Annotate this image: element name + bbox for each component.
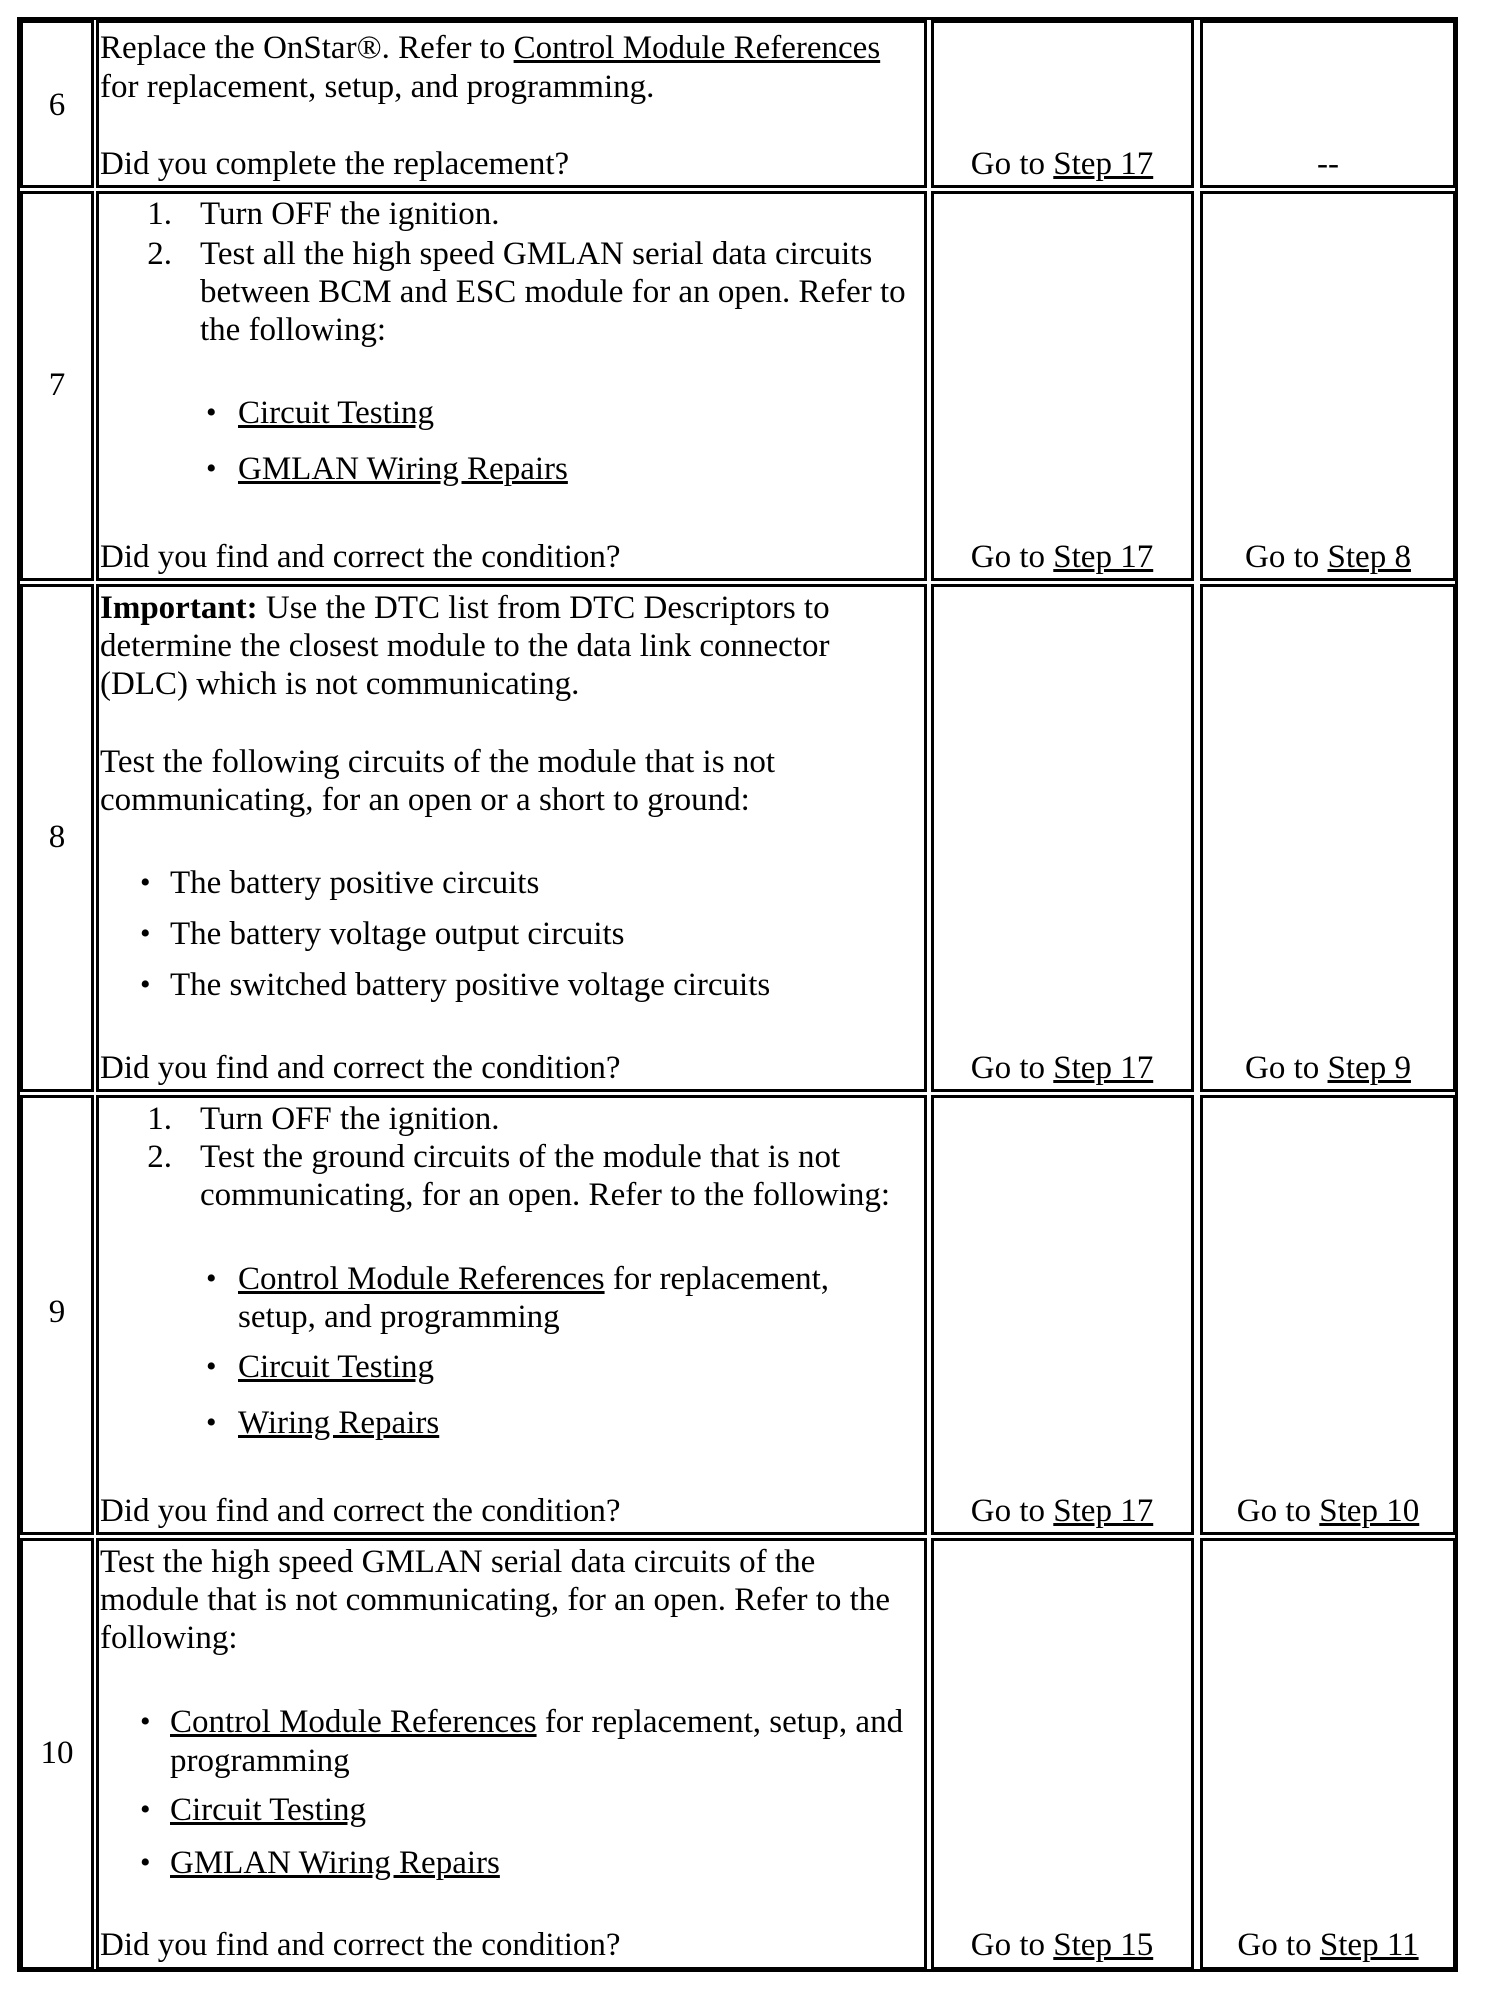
list-item: communicating, for an open. Refer to the following: [200,1177,891,1213]
goto-label: Go to [970,1927,1054,1963]
step-link[interactable]: Step 15 [1053,1927,1154,1963]
action-text: (DLC) which is not communicating. [100,666,580,702]
bullet-item: The switched battery positive voltage circuits [170,967,771,1003]
no-cell [1200,191,1456,581]
step-number: 8 [48,819,66,855]
bullet-icon: • [206,1262,217,1295]
control-module-references-link[interactable]: Control Module References [170,1704,537,1740]
bullet-icon: • [206,1406,217,1439]
list-number: 2. [147,1139,172,1175]
goto-label: Go to [970,539,1054,575]
yes-cell [931,584,1194,1092]
goto-label: Go to [1237,1927,1320,1963]
yes-action [971,1049,1153,1087]
bullet-icon: • [140,1705,151,1738]
step-link[interactable]: Step 17 [1053,1050,1154,1086]
list-number: 2. [147,236,172,272]
yes-cell [931,1538,1194,1970]
step-number: 6 [48,87,66,123]
bullet-item: The battery voltage output circuits [170,916,625,952]
step-link[interactable]: Step 17 [1053,146,1154,182]
bullet-icon: • [140,968,151,1001]
step-number: 10 [40,1735,74,1771]
list-number: 1. [147,196,172,232]
yes-action [971,1492,1153,1530]
goto-label: Go to [1245,539,1328,575]
gmlan-wiring-repairs-link[interactable]: GMLAN Wiring Repairs [170,1845,500,1881]
bullet-icon: • [140,917,151,950]
bullet-item: setup, and programming [238,1299,560,1335]
no-cell [1200,1095,1456,1535]
text: for replacement, setup, and [536,1704,904,1740]
question-text: Did you complete the replacement? [100,146,570,182]
wiring-repairs-link[interactable]: Wiring Repairs [238,1405,440,1441]
yes-cell [931,191,1194,581]
circuit-testing-link[interactable]: Circuit Testing [238,395,434,431]
bullet-item [170,1703,903,1741]
text: Use the DTC list from DTC Descriptors to [257,590,830,626]
bullet-icon: • [206,396,217,429]
action-text: determine the closest module to the data link connector [100,628,830,664]
important-label: Important: [100,590,258,626]
list-number: 1. [147,1101,172,1137]
question-text: Did you find and correct the condition? [100,1927,621,1963]
action-text: Test the high speed GMLAN serial data circuits of the [100,1544,816,1580]
no-action [1245,1049,1411,1087]
control-module-references-link[interactable]: Control Module References [513,30,881,66]
list-item: Turn OFF the ignition. [200,196,500,232]
question-text: Did you find and correct the condition? [100,1493,621,1529]
no-cell [1200,1538,1456,1970]
list-item: Turn OFF the ignition. [200,1101,500,1137]
bullet-item: The battery positive circuits [170,865,540,901]
no-action [1245,538,1411,576]
yes-cell [931,1095,1194,1535]
bullet-icon: • [206,1350,217,1383]
question-text: Did you find and correct the condition? [100,539,621,575]
goto-label: Go to [970,1493,1054,1529]
step-number: 9 [48,1294,66,1330]
bullet-item: programming [170,1743,350,1779]
step-link[interactable]: Step 10 [1319,1493,1420,1529]
goto-label: Go to [970,1050,1054,1086]
step-link[interactable]: Step 11 [1319,1927,1419,1963]
bullet-icon: • [140,866,151,899]
no-action [1237,1492,1419,1530]
action-text: module that is not communicating, for an open. Refer to the [100,1582,890,1618]
important-note [100,589,830,627]
action-text: communicating, for an open or a short to ground: [100,782,750,818]
list-item: Test the ground circuits of the module that is not [200,1139,841,1175]
bullet-icon: • [140,1793,151,1826]
no-action [1237,1926,1418,1964]
bullet-icon: • [206,452,217,485]
yes-action [971,1926,1153,1964]
action-text: following: [100,1620,238,1656]
step-number: 7 [48,367,66,403]
list-item: Test all the high speed GMLAN serial data circuits [200,236,873,272]
step-link[interactable]: Step 9 [1327,1050,1411,1086]
circuit-testing-link[interactable]: Circuit Testing [238,1349,434,1385]
yes-action [971,145,1153,183]
text: for replacement, [604,1261,830,1297]
bullet-item [238,1260,829,1298]
step-link[interactable]: Step 8 [1327,539,1411,575]
text: Replace the OnStar®. Refer to [100,30,514,66]
gmlan-wiring-repairs-link[interactable]: GMLAN Wiring Repairs [238,451,568,487]
action-text [100,29,880,67]
circuit-testing-link[interactable]: Circuit Testing [170,1792,366,1828]
step-link[interactable]: Step 17 [1053,1493,1154,1529]
action-text: for replacement, setup, and programming. [100,69,655,105]
no-cell [1200,584,1456,1092]
goto-label: Go to [970,146,1054,182]
list-item: between BCM and ESC module for an open. Refer to [200,274,906,310]
yes-action [971,538,1153,576]
goto-label: Go to [1236,1493,1320,1529]
list-item: the following: [200,312,387,348]
control-module-references-link[interactable]: Control Module References [238,1261,605,1297]
goto-label: Go to [1245,1050,1328,1086]
no-action: -- [1317,146,1339,182]
bullet-icon: • [140,1846,151,1879]
question-text: Did you find and correct the condition? [100,1050,621,1086]
step-link[interactable]: Step 17 [1053,539,1154,575]
action-text: Test the following circuits of the module that is not [100,744,775,780]
